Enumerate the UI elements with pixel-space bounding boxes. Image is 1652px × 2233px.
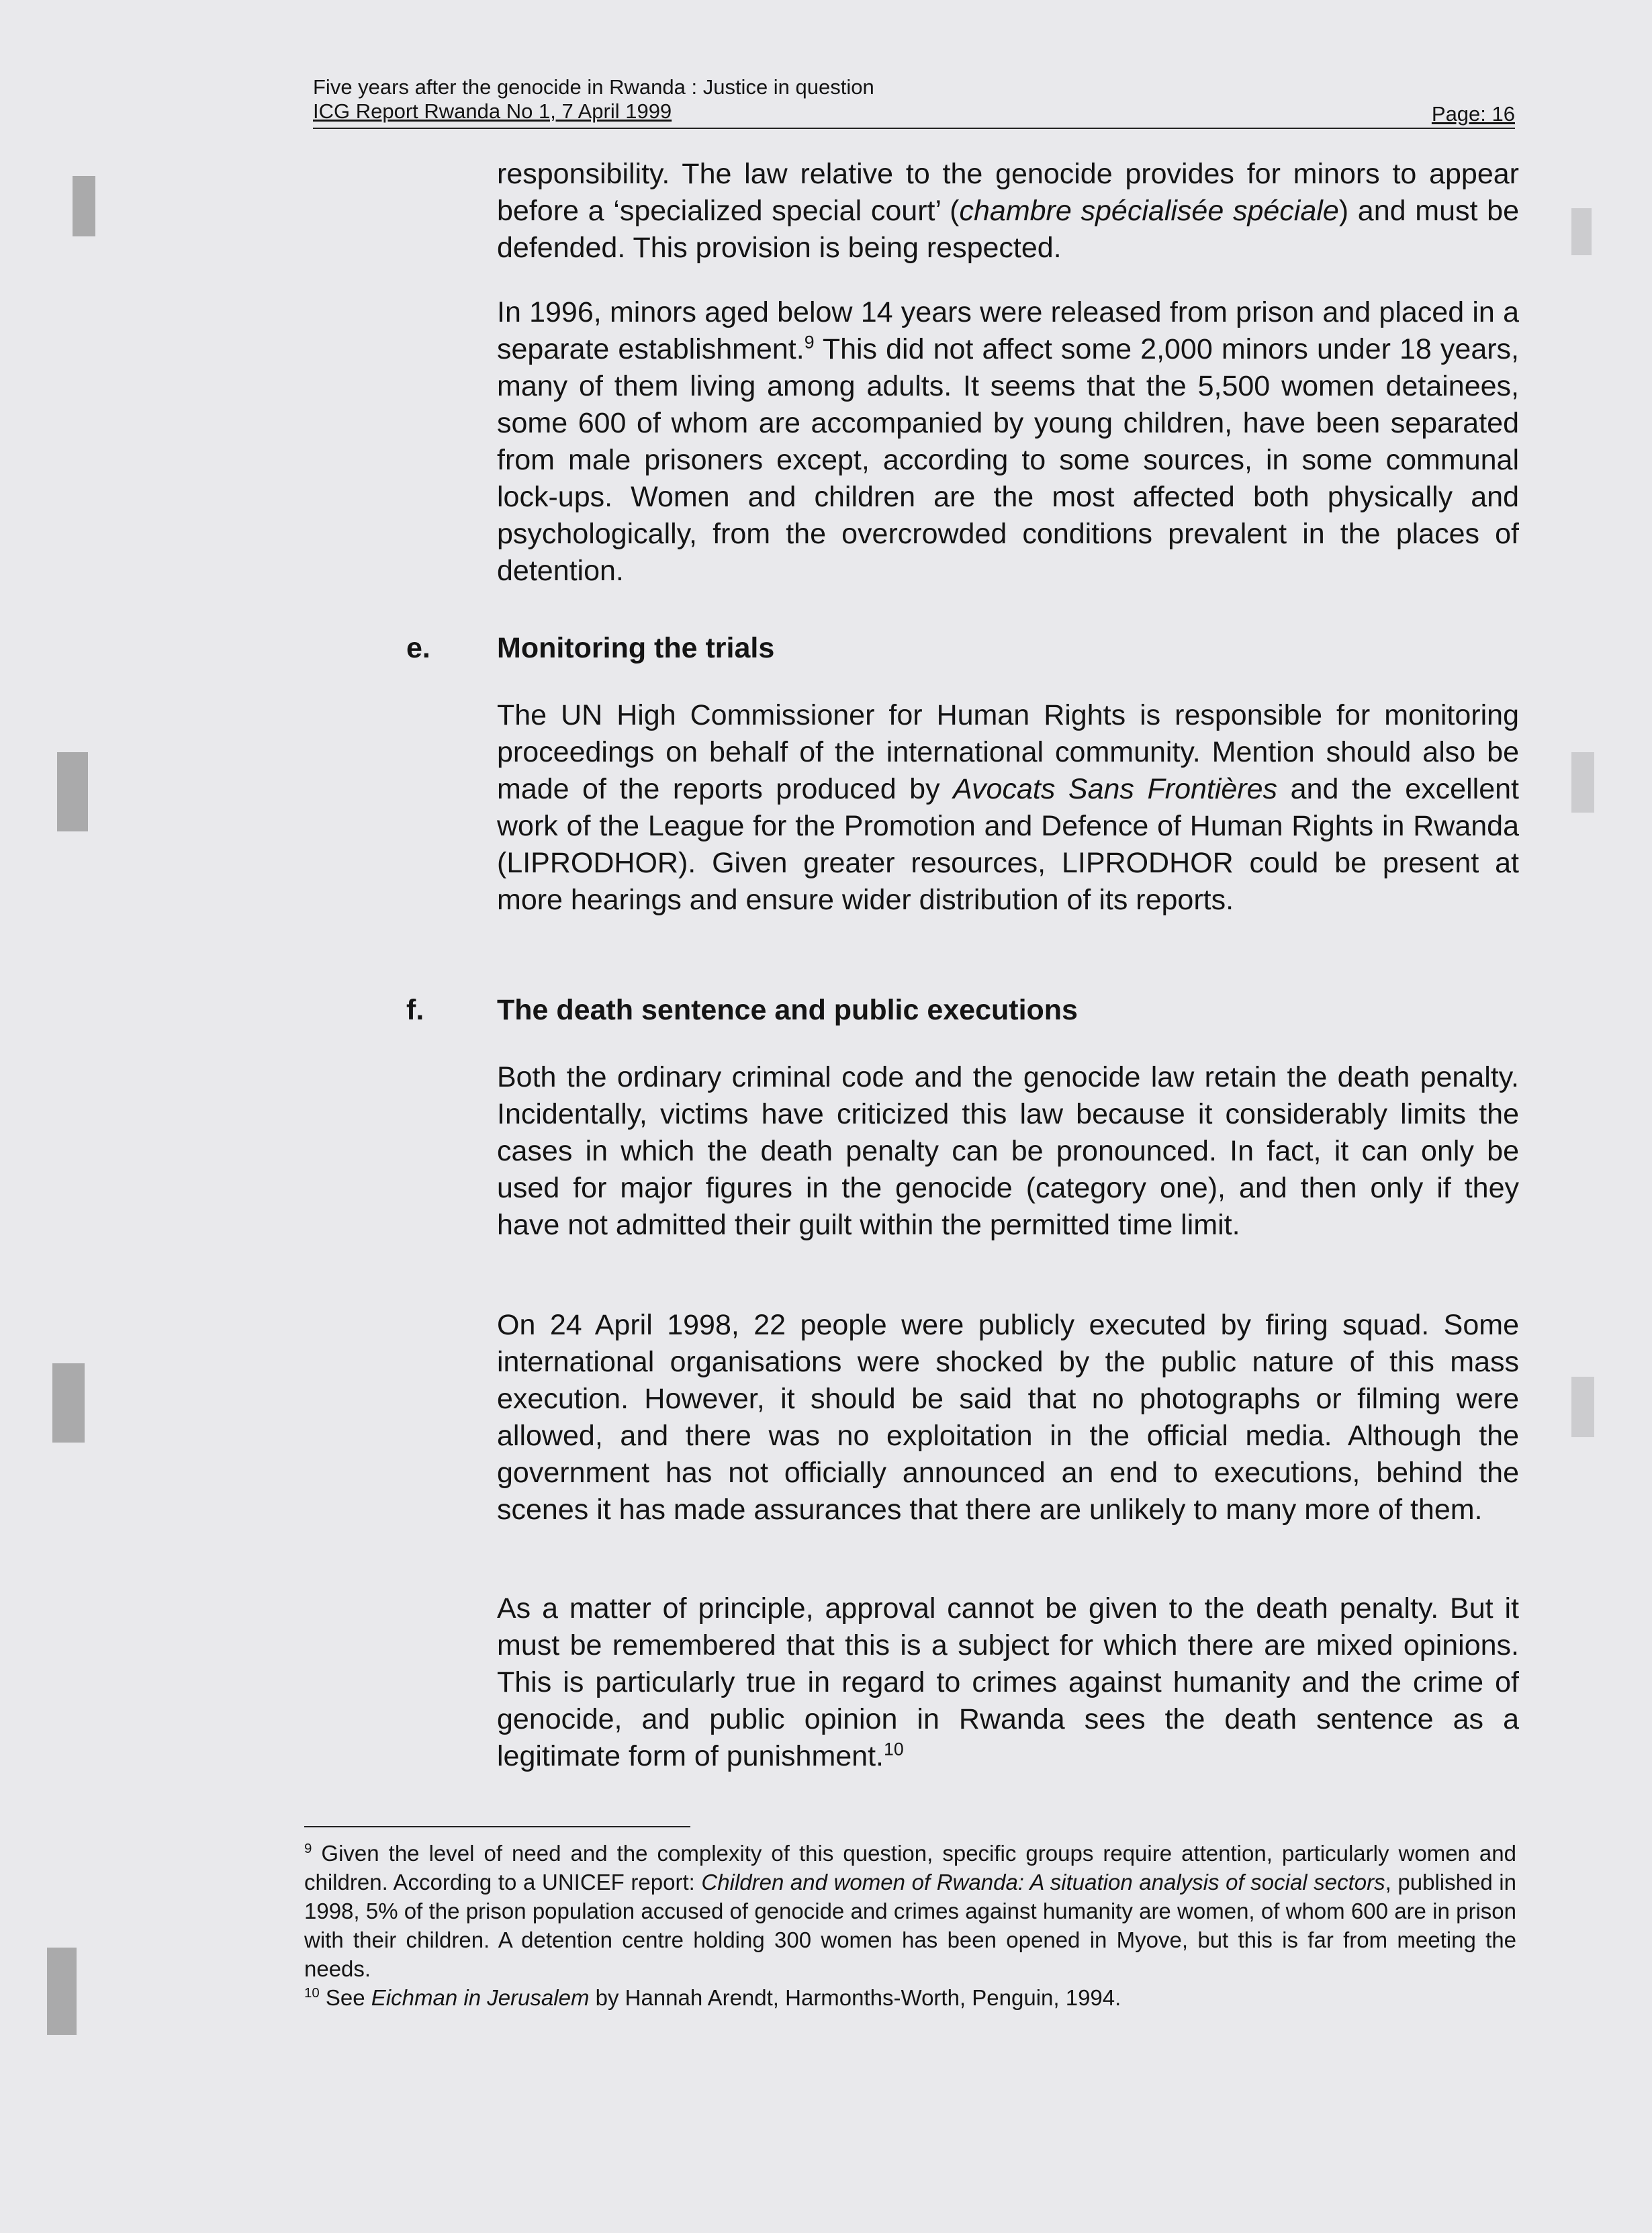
paragraph-minors-court <box>497 156 1519 267</box>
scan-artifact <box>1571 752 1594 813</box>
paragraph-executions: On 24 April 1998, 22 people were publicly executed by firing squad. Some international organisations were shocked by the public nature of this mass execution. However, it should be said that no photographs or filming were allowed, and there was no exploitation in the official media. Although the government has not officially announced an end to executions, behind the scenes it has made assurances that there are unlikely to many more of them. <box>497 1309 1519 1526</box>
footnotes <box>304 1839 1516 2012</box>
section-title: Monitoring the trials <box>497 632 775 664</box>
paragraph-text: ) and must be defended. This provision is being respected. <box>497 195 1519 264</box>
footnote-10: $^{10}$ See Eichman in Jerusalem by Hannah Arendt, Harmonths-Worth, Penguin, 1994. <box>304 1985 1121 2010</box>
paragraph-italic: chambre spécialisée spéciale <box>959 195 1339 227</box>
paragraph-monitoring <box>497 697 1519 919</box>
scan-artifact <box>1571 208 1592 255</box>
paragraph-death-penalty-law: Both the ordinary criminal code and the genocide law retain the death penalty. Incidentally, victims have criticized this law because it considerably limits the cases in which the death penalty can be pronounced. In fact, it can only be used for major figures in the genocide (category one), and then only if they have not admitted their guilt within the permitted time limit. <box>497 1061 1519 1241</box>
footnote-mark: 9 <box>304 1841 312 1856</box>
paragraph-text: This did not affect some 2,000 minors under 18 years, many of them living among adults. It seems that the 5,500 women detainees, some 600 of whom are accompanied by young children, have been separated from male prisoners except, according to some sources, in some communal lock-ups. Women and children are the most affected both physically and psychologically, from the overcrowded conditions prevalent in the places of detention. <box>497 333 1520 587</box>
section-letter: f. <box>406 994 424 1026</box>
paragraph-minors-detention <box>497 294 1519 590</box>
paragraph-italic: Avocats Sans Frontières <box>953 773 1278 805</box>
paragraph-text: The UN High Commissioner for Human Rights is responsible for monitoring proceedings on behalf of the international community. Mention should also be made of the reports produced by <box>497 699 1519 805</box>
section-heading-f <box>406 992 1078 1029</box>
running-header <box>313 75 1515 124</box>
header-title: Five years after the genocide in Rwanda : Justice in question <box>313 75 874 99</box>
section-letter: e. <box>406 632 430 664</box>
header-report-ref: ICG Report Rwanda No 1, 7 April 1999 <box>313 99 672 123</box>
scan-artifact <box>1571 1377 1594 1437</box>
paragraph-text: As a matter of principle, approval cannot be given to the death penalty. But it must be remembered that this is a subject for which there are mixed opinions. This is particularly true in regard to crimes against humanity and the crime of genocide, and public opinion in Rwanda sees the death sentence as a legitimate form of punishment. <box>497 1592 1519 1772</box>
footnote-mark: 10 <box>304 1985 320 2001</box>
paragraph-principle <box>497 1590 1519 1775</box>
footnote-divider <box>304 1826 690 1827</box>
scan-artifact <box>47 1948 77 2035</box>
footnote-9: $^9$ Given the level of need and the complexity of this question, specific groups require attention, particularly women and children. According to a UNICEF report: Children and women of Rwanda: A situation analysis of social sectors, published in 1998, 5% of the prison population accused of genocide and crimes against humanity are women, of whom 600 are in prison with their children. A detention centre holding 300 women has been opened in Myove, but this is far from meeting the needs. <box>304 1841 1516 1981</box>
footnote-ref-9[interactable]: 9 <box>804 332 815 353</box>
footnote-ref-10[interactable]: 10 <box>884 1739 904 1760</box>
section-heading-e <box>406 630 774 667</box>
scan-artifact <box>73 176 95 236</box>
scan-artifact <box>52 1363 85 1443</box>
paragraph-text: and the excellent work of the League for the Promotion and Defence of Human Rights in Rwanda (LIPRODHOR). Given greater resources, LIPRODHOR could be present at more hearings and ensure wider distribution of its reports. <box>497 773 1519 916</box>
header-page-number: Page: 16 <box>1431 102 1515 126</box>
header-divider <box>313 128 1515 129</box>
scan-artifact <box>57 752 88 831</box>
section-title: The death sentence and public executions <box>497 994 1078 1026</box>
paragraph-text: responsibility. The law relative to the genocide provides for minors to appear before a ‘specialized special court’ ( <box>497 158 1519 227</box>
paragraph-text: In 1996, minors aged below 14 years were released from prison and placed in a separate establishment. <box>497 296 1519 365</box>
